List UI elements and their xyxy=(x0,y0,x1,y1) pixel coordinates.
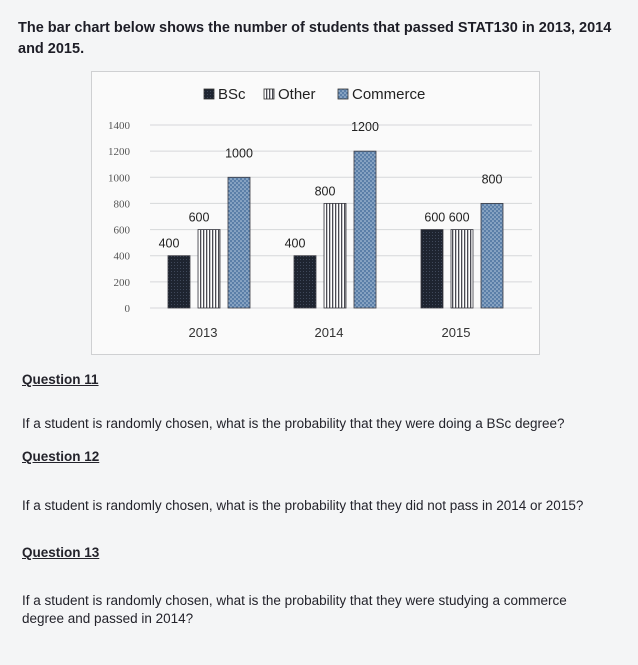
data-label-2014-bsc: 400 xyxy=(284,236,306,251)
data-label-2014-other: 800 xyxy=(314,184,336,199)
bar-other-2015 xyxy=(451,230,473,308)
question-13-text: If a student is randomly chosen, what is the probability that they were studying a commerce degree and passed in 2014? xyxy=(22,593,567,626)
bar-commerce-2014 xyxy=(354,151,376,308)
bar-bsc-2015 xyxy=(421,230,443,308)
y-tick-label-400: 400 xyxy=(113,250,130,263)
data-label-2013-bsc: 400 xyxy=(158,236,180,251)
intro-text: The bar chart below shows the number of students that passed STAT130 in 2013, 2014 and 2015. xyxy=(18,20,612,57)
y-tick-label-1000: 1000 xyxy=(108,172,130,185)
question-11-title: Question 11 xyxy=(22,372,99,387)
legend-label-commerce: Commerce xyxy=(352,86,426,103)
question-13-title: Question 13 xyxy=(22,545,100,560)
data-label-2015-commerce: 800 xyxy=(481,172,503,187)
y-tick-label-800: 800 xyxy=(113,198,130,211)
data-label-2015-bsc-other: 600 600 xyxy=(424,210,470,225)
y-tick-label-600: 600 xyxy=(113,224,130,237)
bar-other-2014 xyxy=(324,203,346,308)
legend-label-other: Other xyxy=(278,86,316,103)
question-11-text: If a student is randomly chosen, what is the probability that they were doing a BSc degree? xyxy=(22,416,565,431)
question-12-text: If a student is randomly chosen, what is the probability that they did not pass in 2014 or 2015? xyxy=(22,498,584,513)
bar-bsc-2014 xyxy=(294,256,316,308)
data-label-2014-commerce: 1200 xyxy=(351,120,379,135)
question-12-title: Question 12 xyxy=(22,449,100,464)
bar-commerce-2013 xyxy=(228,177,250,308)
data-label-2013-other: 600 xyxy=(188,210,210,225)
y-tick-label-0: 0 xyxy=(124,303,130,315)
y-tick-label-1200: 1200 xyxy=(108,146,130,159)
y-tick-label-200: 200 xyxy=(113,276,130,289)
bar-other-2013 xyxy=(198,230,220,308)
legend-swatch-commerce xyxy=(338,89,348,99)
legend-label-bsc: BSc xyxy=(218,86,246,103)
data-label-2013-commerce: 1000 xyxy=(225,146,253,161)
legend-swatch-bsc xyxy=(204,89,214,99)
x-category-label-2013: 2013 xyxy=(188,325,218,340)
y-tick-label-1400: 1400 xyxy=(108,120,130,132)
x-category-label-2014: 2014 xyxy=(314,325,344,340)
bar-chart xyxy=(91,71,540,355)
bar-commerce-2015 xyxy=(481,203,503,308)
chart-svg xyxy=(92,72,541,356)
legend-swatch-other xyxy=(264,89,274,99)
bar-bsc-2013 xyxy=(168,256,190,308)
x-category-label-2015: 2015 xyxy=(441,325,471,340)
